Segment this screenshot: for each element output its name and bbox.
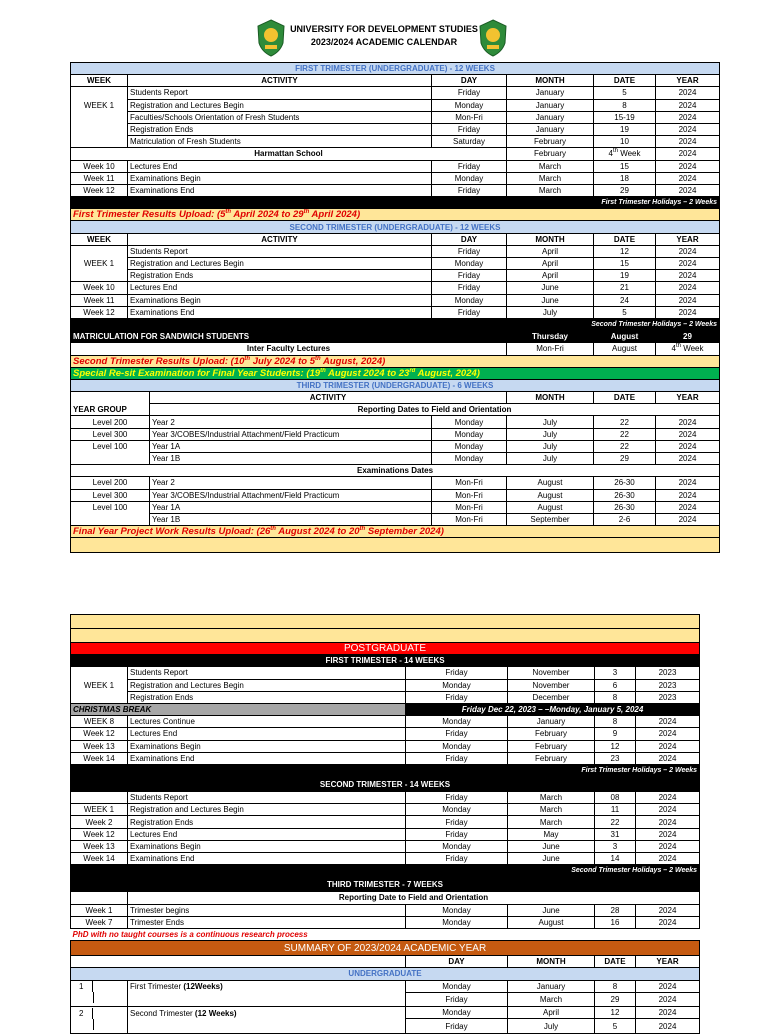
results-upload-row: Second Trimester Results Upload: (10th July 2024 to 5th August, 2024) [71, 355, 720, 367]
table-row: Week 12 Lectures End Friday May 31 2024 [71, 828, 700, 840]
table-row: Week 1 Trimester begins Monday June 28 2024 [71, 904, 700, 916]
table-row: WEEK 8 Lectures Continue Monday January 8 2024 [71, 716, 700, 728]
undergraduate-calendar-table [70, 62, 720, 553]
table-row: WEEK 1 Registration and Lectures Begin Monday January 8 2024 [71, 99, 720, 111]
university-name: UNIVERSITY FOR DEVELOPMENT STUDIES [290, 24, 478, 34]
table-row: Year 1B Mon-Fri September 2-6 2024 [71, 513, 720, 525]
postgraduate-calendar-table [70, 614, 700, 1034]
table-row: Level 100 Year 1A Monday July 22 2024 [71, 440, 720, 452]
holidays-row: Second Trimester Holidays – 2 Weeks [71, 865, 700, 877]
section-title: THIRD TRIMESTER - 7 WEEKS [71, 877, 700, 892]
table-row: WEEK 1 Registration and Lectures Begin Monday April 15 2024 [71, 258, 720, 270]
postgraduate-title: POSTGRADUATE [71, 643, 700, 655]
section-title: SECOND TRIMESTER - 14 WEEKS [71, 777, 700, 792]
table-row: Week 14 Examinations End Friday February 23 2024 [71, 752, 700, 764]
table-row: WEEK 1 Registration and Lectures Begin Monday November 6 2023 [71, 679, 700, 691]
table-row: Level 300 Year 3/COBES/Industrial Attachment/Field Practicum Mon-Fri August 26-30 2024 [71, 489, 720, 501]
section-title: FIRST TRIMESTER (UNDERGRADUATE) - 12 WEEKS [71, 63, 720, 75]
table-header-row: WEEK ACTIVITY DAY MONTH DATE YEAR [71, 233, 720, 245]
blank-row [71, 629, 700, 643]
summary-row: Friday March 29 2024 [71, 992, 700, 1007]
exam-title-row: Examinations Dates [71, 465, 720, 477]
table-row: Week 12 Examinations End Friday March 29 2024 [71, 184, 720, 196]
section-title: THIRD TRIMESTER (UNDERGRADUATE) - 6 WEEKS [71, 379, 720, 391]
table-row: Week 2 Registration Ends Friday March 22 2024 [71, 816, 700, 828]
table-row: Week 7 Trimester Ends Monday August 16 2024 [71, 916, 700, 928]
summary-title: SUMMARY OF 2023/2024 ACADEMIC YEAR [71, 941, 700, 956]
table-row: Registration Ends Friday January 19 2024 [71, 123, 720, 135]
table-row: Students Report Friday November 3 2023 [71, 667, 700, 679]
blank-row [71, 538, 720, 553]
section-title: SECOND TRIMESTER (UNDERGRADUATE) - 12 WEEKS [71, 221, 720, 233]
undergraduate-label: UNDERGRADUATE [71, 968, 700, 980]
table-row: Week 14 Examinations End Friday June 14 2024 [71, 853, 700, 865]
reporting-title-row: Reporting Date to Field and Orientation [71, 892, 700, 904]
table-row: Students Report Friday January 5 2024 [71, 87, 720, 99]
results-upload-row: First Trimester Results Upload: (5th April 2024 to 29th April 2024) [71, 209, 720, 221]
table-row: Week 12 Lectures End Friday February 9 2024 [71, 728, 700, 740]
table-row: Students Report Friday March 08 2024 [71, 792, 700, 804]
table-row: Level 200 Year 2 Monday July 22 2024 [71, 416, 720, 428]
holidays-row: Second Trimester Holidays – 2 Weeks [71, 318, 720, 330]
inter-faculty-row: Inter Faculty Lectures Mon-Fri August 4th Week [71, 343, 720, 355]
section-title: FIRST TRIMESTER - 14 WEEKS [71, 655, 700, 667]
table-header-row: DAY MONTH DATE YEAR [71, 956, 700, 968]
resit-exam-row: Special Re-sit Examination for Final Year Students: (19th August 2024 to 23rd August, 2024) [71, 367, 720, 379]
table-row: Matriculation of Fresh Students Saturday February 10 2024 [71, 136, 720, 148]
reporting-title-row: YEAR GROUP Reporting Dates to Field and Orientation [71, 404, 720, 416]
table-row: Registration Ends Friday April 19 2024 [71, 270, 720, 282]
table-header-row: ACTIVITY MONTH DATE YEAR [71, 392, 720, 404]
table-row: Faculties/Schools Orientation of Fresh Students Mon-Fri January 15-19 2024 [71, 111, 720, 123]
table-row: Level 300 Year 3/COBES/Industrial Attachment/Field Practicum Monday July 22 2024 [71, 428, 720, 440]
table-row: Week 13 Examinations Begin Monday February 12 2024 [71, 740, 700, 752]
summary-row: Friday July 5 2024 [71, 1019, 700, 1034]
table-row: Level 200 Year 2 Mon-Fri August 26-30 2024 [71, 477, 720, 489]
table-header-row: WEEK ACTIVITY DAY MONTH DATE YEAR [71, 75, 720, 87]
table-row: Registration Ends Friday December 8 2023 [71, 691, 700, 703]
table-row: Week 10 Lectures End Friday March 15 2024 [71, 160, 720, 172]
blank-row [71, 615, 700, 629]
results-upload-row: Final Year Project Work Results Upload: (26th August 2024 to 20th September 2024) [71, 526, 720, 538]
phd-note-row: PhD with no taught courses is a continuous research process [72, 930, 308, 940]
table-row: WEEK 1 Registration and Lectures Begin Monday March 11 2024 [71, 804, 700, 816]
christmas-break-row: CHRISTMAS BREAK Friday Dec 22, 2023 – –Monday, January 5, 2024 [71, 703, 700, 715]
calendar-title: 2023/2024 ACADEMIC CALENDAR [310, 37, 458, 47]
harmattan-school-row: Harmattan School February 4th Week 2024 [71, 148, 720, 160]
summary-row: 2 Second Trimester (12 Weeks) Monday April 12 2024 [71, 1007, 700, 1019]
table-row: Week 10 Lectures End Friday June 21 2024 [71, 282, 720, 294]
holidays-row: First Trimester Holidays – 2 Weeks [71, 764, 700, 776]
table-row: Level 100 Year 1A Mon-Fri August 26-30 2024 [71, 501, 720, 513]
holidays-row: First Trimester Holidays – 2 Weeks [71, 197, 720, 209]
table-row: Week 11 Examinations Begin Monday March 18 2024 [71, 172, 720, 184]
table-row: Year 1B Monday July 29 2024 [71, 453, 720, 465]
table-row: Week 12 Examinations End Friday July 5 2024 [71, 306, 720, 318]
university-crest-icon [478, 19, 508, 57]
calendar-header [0, 0, 768, 60]
sandwich-matriculation-row: MATRICULATION FOR SANDWICH STUDENTS Thursday August 29 [71, 331, 720, 343]
table-row: Week 11 Examinations Begin Monday June 24 2024 [71, 294, 720, 306]
table-row: Week 13 Examinations Begin Monday June 3 2024 [71, 840, 700, 852]
table-row: Students Report Friday April 12 2024 [71, 245, 720, 257]
summary-row: 1 First Trimester (12Weeks) Monday January 8 2024 [71, 980, 700, 992]
